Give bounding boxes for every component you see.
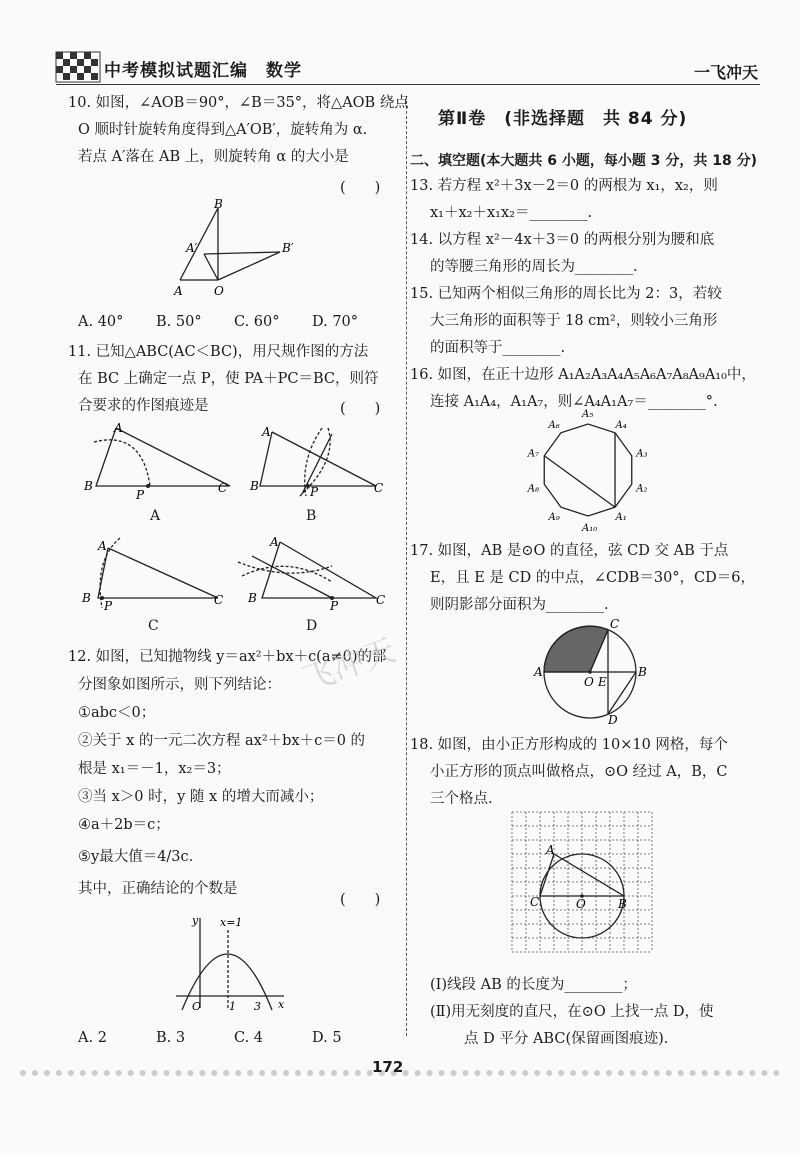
question-17 [410, 538, 755, 619]
q12-options [78, 1030, 390, 1046]
q12-label: x=1 [220, 916, 243, 929]
q12-line: 其中，正确结论的个数是 [78, 881, 238, 897]
q12-option-c[interactable]: C. 4 [234, 1030, 264, 1046]
q11a-label: B [84, 479, 93, 493]
q18-part: (Ⅱ)用无刻度的直尺，在⊙O 上找一点 D，使 [430, 1004, 714, 1020]
q16-vertex-label: A₇ [527, 448, 540, 460]
q12-option-a[interactable]: A. 2 [78, 1030, 107, 1046]
q12-answer-paren: ( ) [340, 892, 381, 908]
q18-label: A [546, 843, 555, 857]
q12-option-b[interactable]: B. 3 [156, 1030, 186, 1046]
q11a-label: C [218, 481, 228, 495]
q12-line: 根是 x₁＝－1，x₂＝3； [78, 761, 231, 777]
q11b-label: A [262, 425, 271, 439]
q16-vertex-label: A₂ [636, 483, 648, 495]
q11a-label: A [114, 421, 123, 435]
q18-line: 三个格点. [430, 791, 493, 807]
q16-vertex-label: A₅ [582, 409, 594, 420]
section-2-subtitle: 二、填空题(本大题共 6 小题，每小题 3 分，共 18 分) [410, 153, 758, 169]
q11c-label: B [82, 591, 91, 605]
q18-line: 18. 如图，由小正方形构成的 10×10 网格，每个 [410, 737, 728, 753]
q17-figure [532, 616, 652, 727]
q12-label: 1 [229, 1000, 236, 1013]
q11-answer-paren: ( ) [340, 401, 381, 417]
q12-line: ②关于 x 的一元二次方程 ax²＋bx＋c＝0 的 [78, 733, 366, 749]
header-brand: 一飞冲天 [693, 63, 758, 82]
column-divider [406, 96, 407, 1036]
q11-line: 合要求的作图痕迹是 [78, 398, 209, 414]
question-11 [68, 339, 381, 420]
q11-choice-a[interactable]: A [150, 508, 161, 524]
q12-line: ③当 x＞0 时，y 随 x 的增大而减小； [78, 789, 324, 805]
q17-label: D [608, 713, 618, 727]
question-16 [410, 362, 756, 416]
q10-option-d[interactable]: D. 70° [312, 314, 359, 330]
q10-options [78, 314, 390, 330]
question-18 [410, 732, 728, 813]
q11-choice-c[interactable]: C [148, 618, 159, 634]
q18-label: C [530, 895, 540, 909]
header-rule [56, 84, 760, 85]
q16-vertex-label: A₆ [548, 419, 560, 431]
q16-vertex-label: A₄ [615, 419, 627, 431]
q11c-label: C [214, 593, 224, 607]
q18-line: 小正方形的顶点叫做格点，⊙O 经过 A，B，C [430, 764, 728, 780]
q16-vertex-label: A₁ [615, 512, 627, 524]
q11a-label: P [136, 488, 145, 502]
q13-line: 13. 若方程 x²＋3x－2＝0 的两根为 x₁，x₂，则 [410, 178, 718, 194]
section-2-title: 第Ⅱ卷 (非选择题 共 84 分) [438, 109, 688, 129]
q10-label: B [214, 197, 223, 211]
q12-option-d[interactable]: D. 5 [312, 1030, 342, 1046]
q12-figure [172, 912, 292, 1012]
q16-line: 16. 如图，在正十边形 A₁A₂A₃A₄A₅A₆A₇A₈A₉A₁₀中， [410, 367, 756, 383]
q12-line: ⑤y最大值＝4/3c. [78, 849, 194, 865]
q12-line: ①abc＜0； [78, 705, 156, 721]
question-15 [410, 281, 722, 362]
q11-figure-c [80, 536, 230, 612]
q12-label: x [278, 998, 285, 1011]
q15-line: 大三角形的面积等于 18 cm²，则较小三角形 [430, 313, 718, 329]
q14-line: 的等腰三角形的周长为________. [430, 259, 638, 275]
q18-label: B [618, 897, 627, 911]
q16-vertex-label: A₁₀ [582, 523, 598, 534]
q16-figure [526, 409, 656, 534]
q15-line: 15. 已知两个相似三角形的周长比为 2：3，若较 [410, 286, 722, 302]
q11d-label: C [376, 593, 386, 607]
q11-line: 11. 已知△ABC(AC＜BC)，用尺规作图的方法 [68, 344, 369, 360]
q16-vertex-label: A₉ [548, 512, 560, 524]
q11b-label: C [374, 481, 384, 495]
q17-label: O [584, 675, 594, 689]
q10-label: A [174, 284, 183, 298]
q16-vertex-label: A₈ [527, 483, 540, 495]
q14-line: 14. 以方程 x²－4x＋3＝0 的两根分别为腰和底 [410, 232, 715, 248]
q11-figure-b [250, 420, 390, 500]
q17-label: B [638, 665, 647, 679]
q13-line: x₁＋x₂＋x₁x₂＝________. [430, 205, 593, 221]
q18-label: O [576, 897, 586, 911]
q17-line: E，且 E 是 CD 的中点，∠CDB＝30°，CD＝6， [430, 570, 755, 586]
q11c-label: P [104, 599, 113, 613]
q18-part: 点 D 平分 ABC(保留画图痕迹). [464, 1031, 669, 1047]
q11b-label: B [250, 479, 259, 493]
q12-line: 12. 如图，已知抛物线 y＝ax²＋bx＋c(a≠0)的部 [68, 649, 387, 665]
q18-part: (Ⅰ)线段 AB 的长度为________； [430, 977, 637, 993]
question-10 [68, 90, 409, 171]
q10-line: 若点 A′落在 AB 上，则旋转角 α 的大小是 [78, 149, 349, 165]
q10-answer-paren: ( ) [340, 180, 381, 196]
q16-vertex-label: A₃ [636, 448, 648, 460]
q18-grid-figure [512, 812, 662, 962]
q17-line: 17. 如图，AB 是⊙O 的直径，弦 CD 交 AB 于点 [410, 543, 729, 559]
q10-option-c[interactable]: C. 60° [234, 314, 280, 330]
q11-line: 在 BC 上确定一点 P，使 PA＋PC＝BC，则符 [78, 371, 379, 387]
q10-figure [170, 198, 310, 302]
header-title: 中考模拟试题汇编 数学 [104, 61, 302, 81]
q17-label: C [610, 617, 620, 631]
q11d-label: B [248, 591, 257, 605]
q11d-label: A [270, 535, 279, 549]
q10-option-a[interactable]: A. 40° [78, 314, 124, 330]
q10-line: O 顺时针旋转角度得到△A′OB′，旋转角为 α. [78, 122, 368, 138]
question-13 [410, 173, 718, 227]
q11b-label: P [310, 485, 319, 499]
q10-label: B′ [282, 241, 294, 255]
q10-label: A′ [186, 241, 198, 255]
q10-line: 10. 如图，∠AOB＝90°，∠B＝35°，将△AOB 绕点 [68, 95, 409, 111]
question-18-parts [430, 972, 714, 1053]
q11c-label: A [98, 539, 107, 553]
page-number: 172 [372, 1058, 404, 1076]
q12-line: 分图象如图所示，则下列结论： [78, 677, 281, 693]
q16-line: 连接 A₁A₄，A₁A₇，则∠A₄A₁A₇＝________°. [430, 394, 718, 410]
q11-figure-a [82, 420, 232, 500]
q11d-label: P [330, 599, 339, 613]
q17-line: 则阴影部分面积为________. [430, 597, 609, 613]
q10-option-b[interactable]: B. 50° [156, 314, 202, 330]
q17-label: A [534, 665, 543, 679]
q12-label: y [192, 914, 199, 927]
q12-label: 3 [254, 1000, 261, 1013]
q17-label: E [598, 675, 607, 689]
q12-label: O [192, 1000, 202, 1013]
q11-choice-d[interactable]: D [306, 618, 318, 634]
q11-choice-b[interactable]: B [306, 508, 317, 524]
header-checker-decoration [56, 52, 100, 82]
question-14 [410, 227, 714, 281]
q15-line: 的面积等于________. [430, 340, 566, 356]
q10-label: O [214, 284, 224, 298]
q11-figure-d [236, 536, 392, 612]
watermark: 飞冲天 [297, 630, 401, 700]
q12-line: ④a＋2b＝c； [78, 817, 170, 833]
